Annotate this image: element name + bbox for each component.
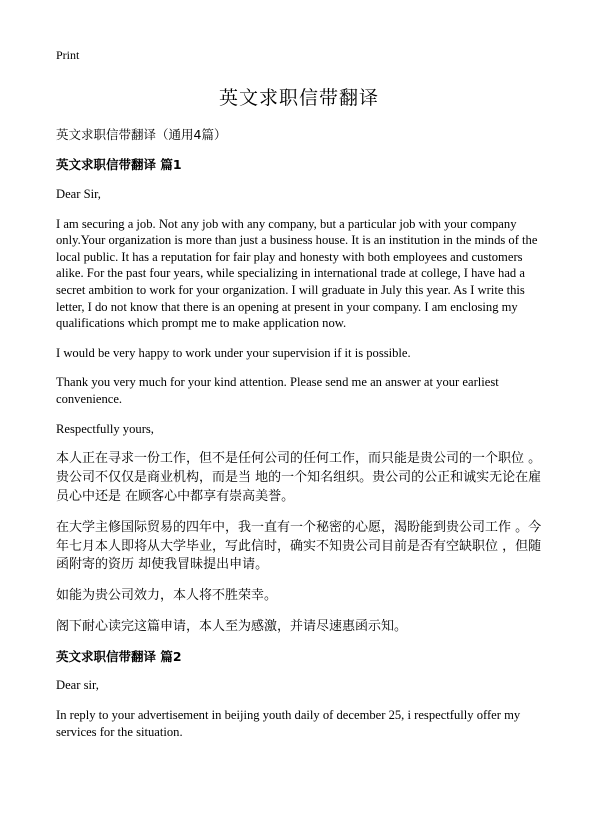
section-1-closing: Respectfully yours, [56, 421, 154, 436]
document-title: 英文求职信带翻译 [218, 86, 379, 109]
section-1-paragraph-1: I am securing a job. Not any job with any company, but a particular job with your company only.Your organization is more than just a business house. It is an institution in the minds of the local public. It has a reputation for fair play and honesty with both employees and customers alike. For the past four years, while specializing in international trade at college, I have had a secret ambition to work for your organization. I will graduate in July this year. As I write this letter, I do not know that there is an opening at present in your company. I am enclosing my qualifications which prompt me to make application now. [56, 216, 538, 331]
section-1-translation-2: 在大学主修国际贸易的四年中，我一直有一个秘密的心愿，渴盼能到贵公司工作 。今年七月本人即将从大学毕业，写此信时，确实不知贵公司目前是否有空缺职位 ，但随函附寄的资历 却使我冒昧提出申请。 [56, 519, 542, 573]
section-1-greeting: Dear Sir, [56, 186, 101, 201]
section-1-paragraph-2: I would be very happy to work under your supervision if it is possible. [56, 345, 411, 360]
section-1-paragraph-3: Thank you very much for your kind attention. Please send me an answer at your earliest convenience. [56, 375, 499, 406]
section-1-translation-4: 阁下耐心读完这篇申请，本人至为感激，并请尽速惠函示知。 [56, 619, 408, 635]
section-1-heading: 英文求职信带翻译 篇1 [56, 157, 182, 173]
section-1-translation-3: 如能为贵公司效力，本人将不胜荣幸。 [56, 588, 278, 604]
document-subtitle: 英文求职信带翻译（通用4篇） [56, 126, 227, 142]
section-1-translation-1: 本人正在寻求一份工作，但不是任何公司的任何工作，而只能是贵公司的一个职位 。贵公司不仅仅是商业机构，而是当 地的一个知名组织。贵公司的公正和诚实无论在雇员心中还是 在顾客心中都享有崇高美誉。 [56, 451, 542, 504]
section-2-heading: 英文求职信带翻译 篇2 [56, 648, 182, 664]
print-label: Print [56, 48, 80, 62]
section-2-greeting: Dear sir, [56, 678, 99, 693]
section-2-paragraph-1: In reply to your advertisement in beijing youth daily of december 25, i respectfully offer my services for the situation. [56, 708, 521, 739]
